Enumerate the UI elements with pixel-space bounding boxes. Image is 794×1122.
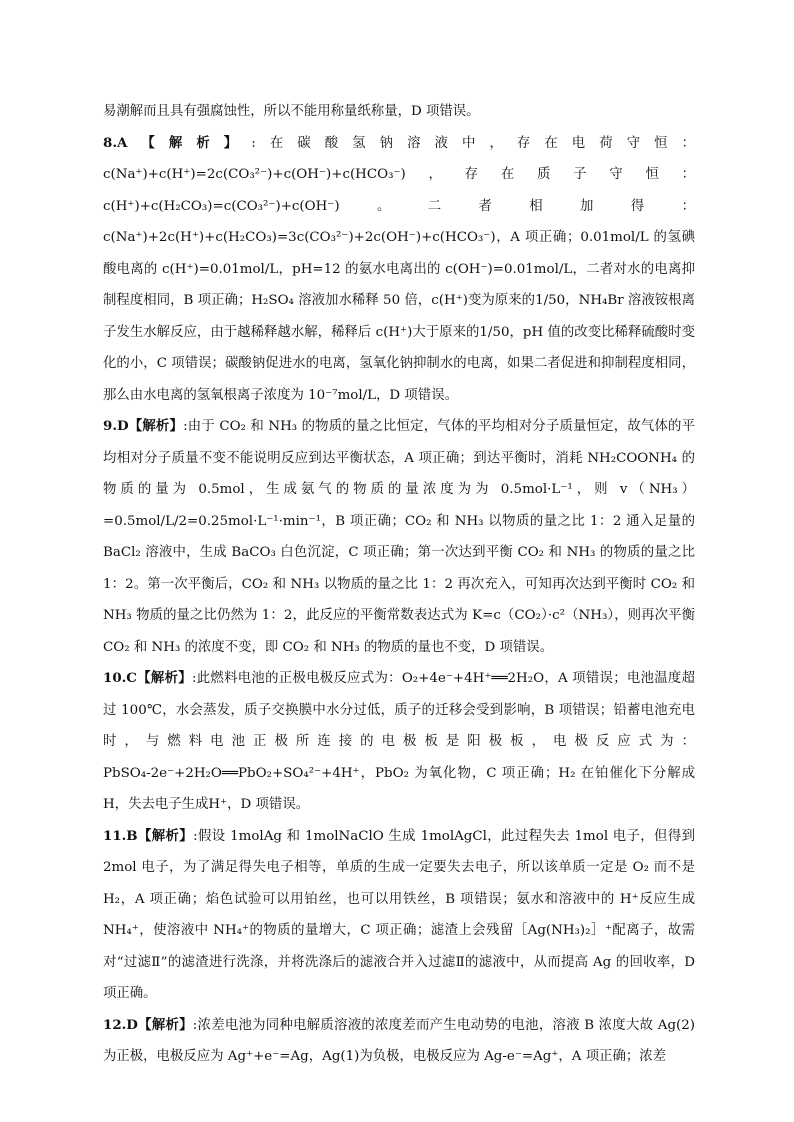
answer-label: 11.B【解析】: [103, 827, 194, 844]
answer-label: 12.D【解析】: [103, 1016, 193, 1033]
document-page: [103, 96, 695, 1073]
paragraph-answer-12: [103, 1010, 695, 1073]
answer-label: 8.A【解析】: [103, 134, 252, 151]
paragraph-answer-11: [103, 821, 695, 1010]
paragraph-answer-9: [103, 411, 695, 663]
paragraph-answer-10: [103, 663, 695, 821]
answer-label: 9.D【解析】: [103, 418, 184, 434]
paragraph-text: :假设 1molAg 和 1molNaClO 生成 1molAgCl，此过程失去 1mol 电子，但得到 2mol 电子，为了满足得失电子相等，单质的生成一定要失去电子，所以该单质一定是 O₂ 而不是 H₂，A 项正确；焰色试验可以用铂丝，也可以用铁丝，B 项错误；氨水和溶液中的 H⁺反应生成 NH₄⁺，使溶液中 NH₄⁺的物质的量增大，C 项正确；滤渣上会残留［Ag(NH₃)₂］⁺配离子，故需对“过滤Ⅱ”的滤渣进行洗涤，并将洗涤后的滤液合并入过滤Ⅱ的滤液中，从而提高 Ag 的回收率，D 项正确。: [103, 828, 695, 1001]
paragraph-answer-8: [103, 128, 695, 412]
paragraph-7-continuation: [103, 96, 695, 128]
paragraph-text: :此燃料电池的正极电极反应式为：O₂+4e⁻+4H⁺══2H₂O，A 项错误；电池温度超过 100℃，水会蒸发，质子交换膜中水分过低，质子的迁移会受到影响，B 项错误；铅蓄电池充电时，与燃料电池正极所连接的电极板是阳极板，电极反应式为：PbSO₄-2e⁻+2H₂O══PbO₂+SO₄²⁻+4H⁺，PbO₂ 为氧化物，C 项正确；H₂ 在铂催化下分解成H，失去电子生成H⁺，D 项错误。: [103, 671, 695, 812]
paragraph-text: 易潮解而且具有强腐蚀性，所以不能用称量纸称量，D 项错误。: [103, 104, 480, 119]
paragraph-text: :由于 CO₂ 和 NH₃ 的物质的量之比恒定，气体的平均相对分子质量恒定，故气体的平均相对分子质量不变不能说明反应到达平衡状态，A 项正确；到达平衡时，消耗 NH₂COONH₄ 的物质的量为 0.5mol，生成氨气的物质的量浓度为为 0.5mol·L⁻¹，则 v（NH₃）=0.5mol/L/2=0.25mol·L⁻¹·min⁻¹，B 项正确；CO₂ 和 NH₃ 以物质的量之比 1：2 通入足量的 BaCl₂ 溶液中，生成 BaCO₃ 白色沉淀，C 项正确；第一次达到平衡 CO₂ 和 NH₃ 的物质的量之比 1：2。第一次平衡后，CO₂ 和 NH₃ 以物质的量之比 1：2 再次充入，可知再次达到平衡时 CO₂ 和 NH₃ 物质的量之比仍然为 1：2，此反应的平衡常数表达式为 K=c（CO₂）·c²（NH₃），则再次平衡 CO₂ 和 NH₃ 的浓度不变，即 CO₂ 和 NH₃ 的物质的量也不变，D 项错误。: [103, 419, 695, 655]
answer-label: 10.C【解析】: [103, 670, 192, 686]
paragraph-text: :浓差电池为同种电解质溶液的浓度差而产生电动势的电池，溶液 B 浓度大故 Ag(2)为正极，电极反应为 Ag⁺+e⁻=Ag，Ag(1)为负极，电极反应为 Ag-e⁻=Ag⁺，A 项正确；浓差: [103, 1017, 695, 1064]
paragraph-text: :在碳酸氢钠溶液中，存在电荷守恒：c(Na⁺)+c(H⁺)=2c(CO₃²⁻)+c(OH⁻)+c(HCO₃⁻)，存在质子守恒：c(H⁺)+c(H₂CO₃)=c(CO₃²⁻)+c(OH⁻)。二者相加得：c(Na⁺)+2c(H⁺)+c(H₂CO₃)=3c(CO₃²⁻)+2c(OH⁻)+c(HCO₃⁻)，A 项正确；0.01mol/L 的氢碘酸电离的 c(H⁺)=0.01mol/L，pH=12 的氨水电离出的 c(OH⁻)=0.01mol/L，二者对水的电离抑制程度相同，B 项正确；H₂SO₄ 溶液加水稀释 50 倍，c(H⁺)变为原来的1/50，NH₄Br 溶液铵根离子发生水解反应，由于越稀释越水解，稀释后 c(H⁺)大于原来的1/50，pH 值的改变比稀释硫酸时变化的小，C 项错误；碳酸钠促进水的电离，氢氧化钠抑制水的电离，如果二者促进和抑制程度相同，那么由水电离的氢氧根离子浓度为 10⁻⁷mol/L，D 项错误。: [103, 135, 695, 403]
